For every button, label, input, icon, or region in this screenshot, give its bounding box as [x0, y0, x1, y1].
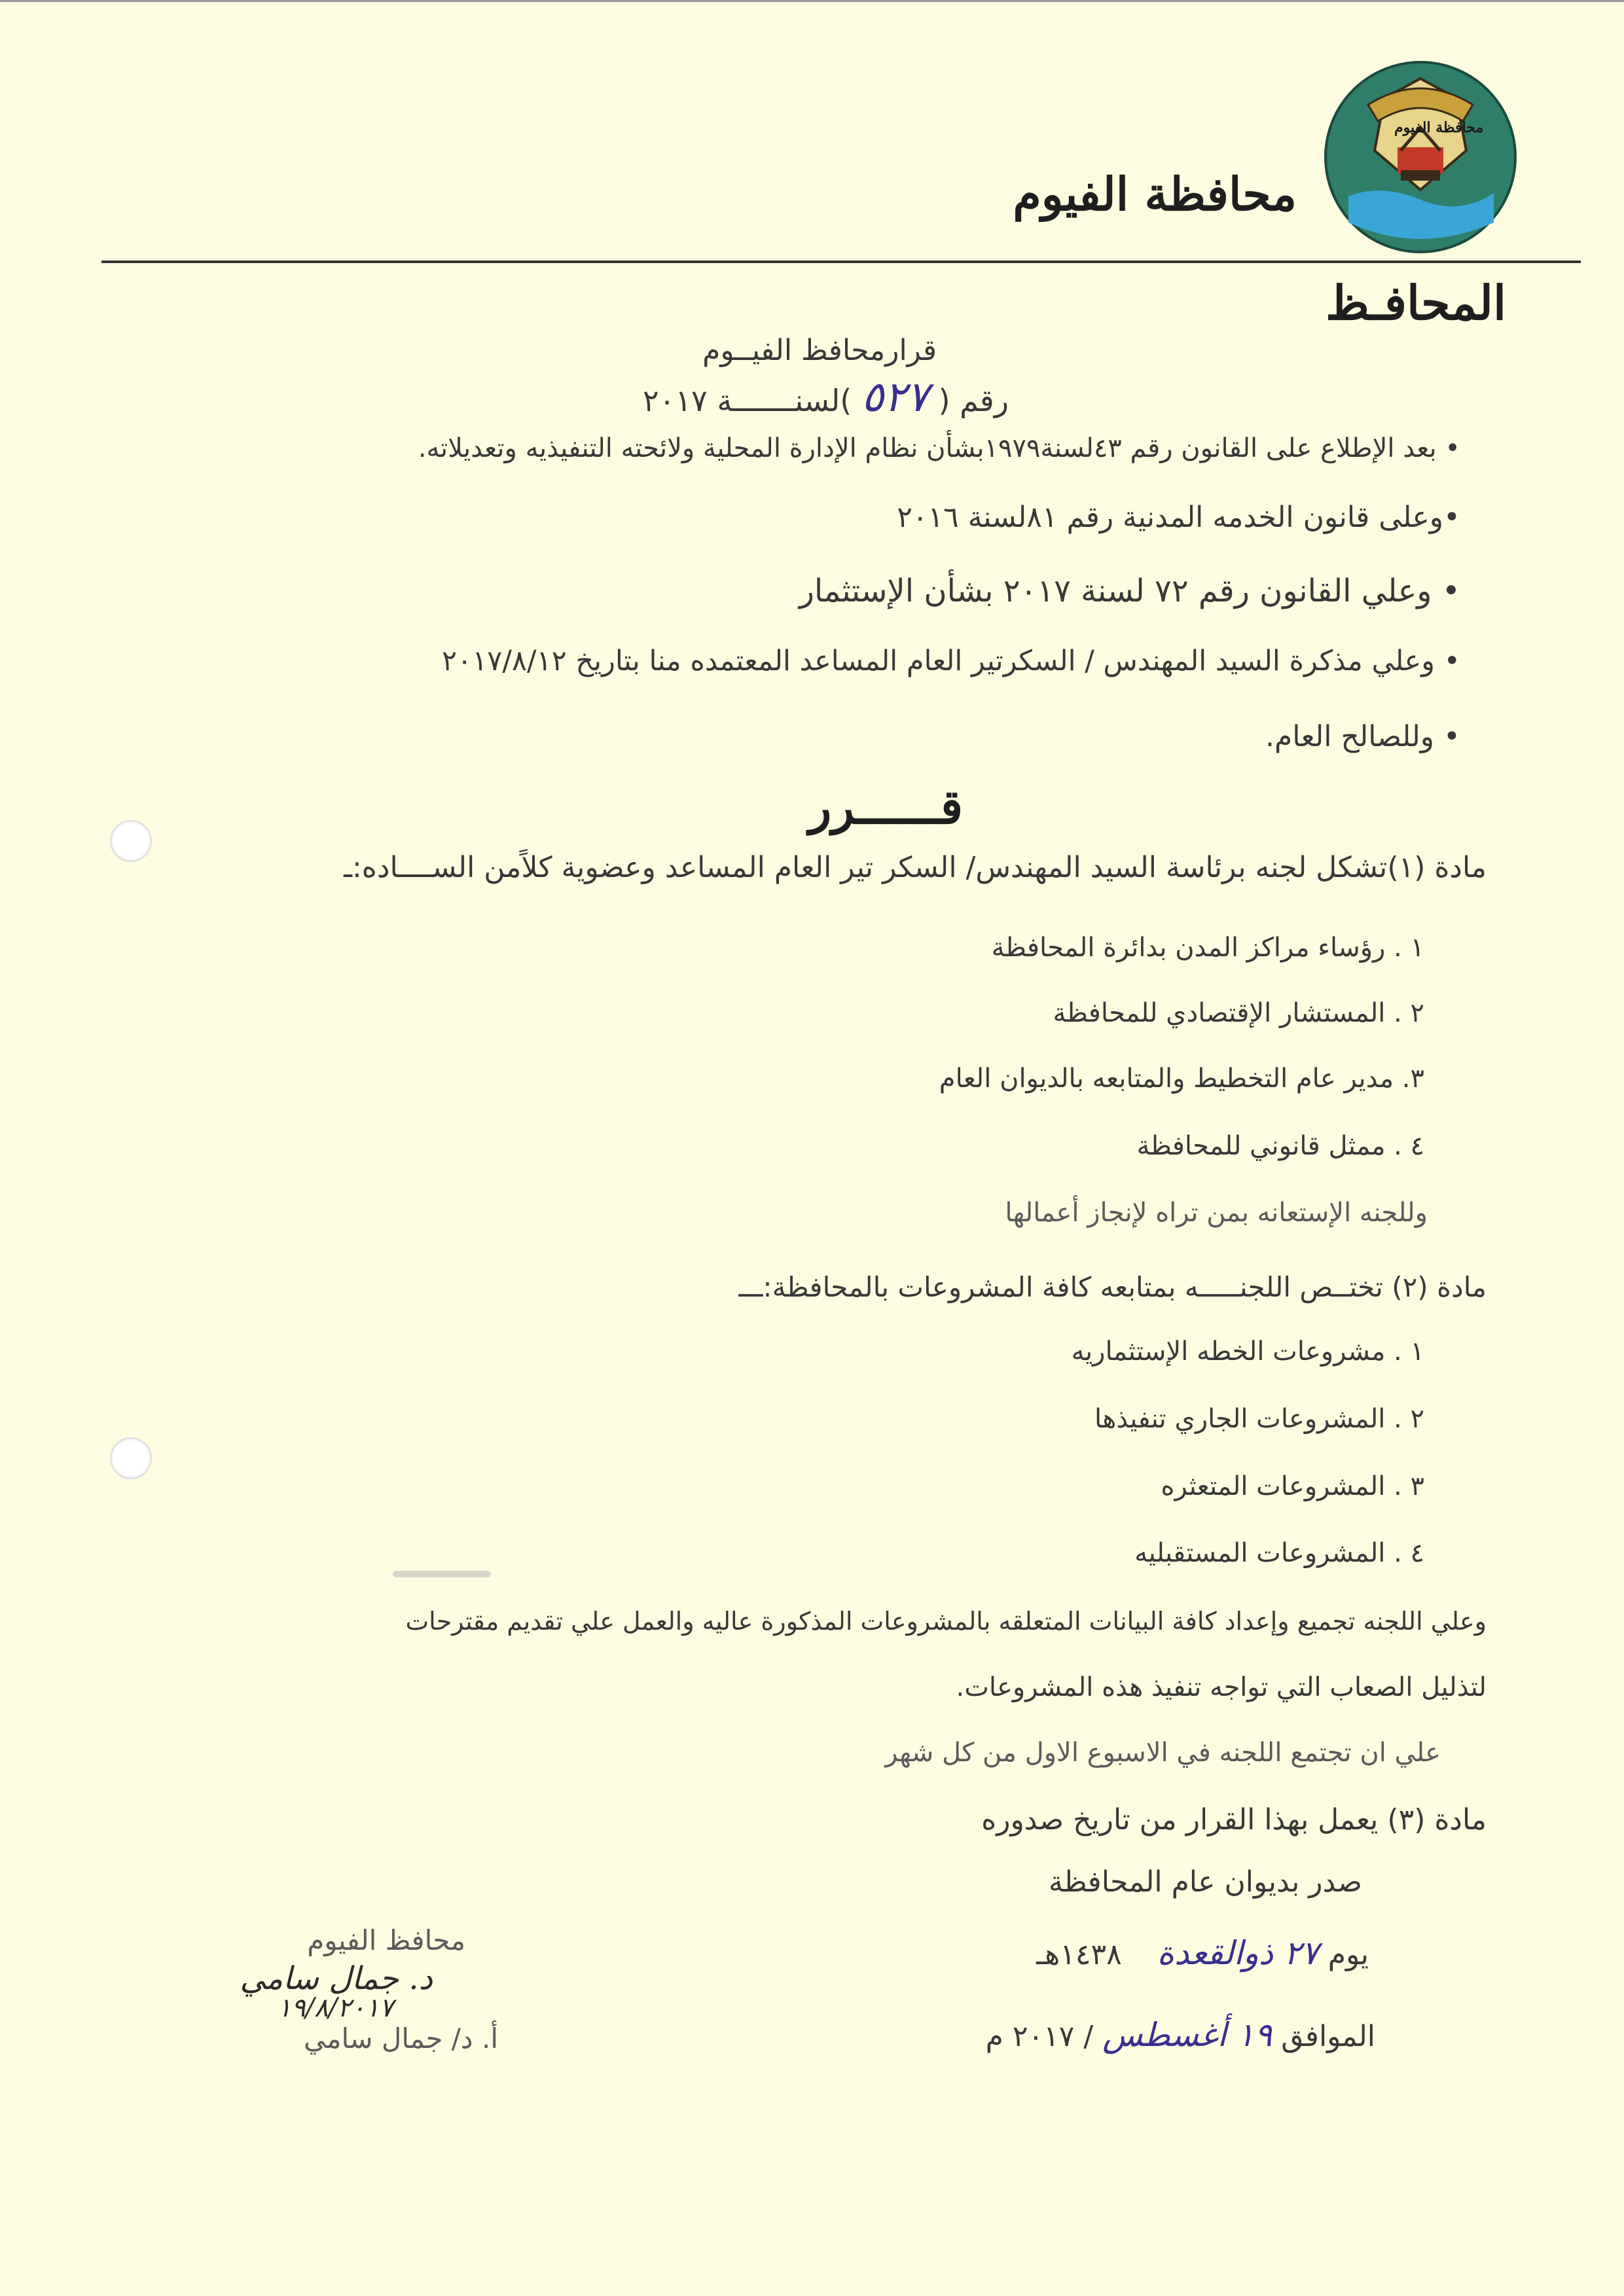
- article-1-member-1: ١ . رؤساء مراكز المدن بدائرة المحافظة: [991, 933, 1424, 963]
- scan-smudge: [393, 1571, 491, 1577]
- issued-hijri-hand: ٢٧ ذوالقعدة: [1157, 1934, 1319, 1972]
- decision-heading: قــــــرر: [808, 779, 963, 834]
- signature-hand-date: ١٩/٨/٢٠١٧: [277, 1993, 393, 2023]
- logo-emblem-icon: [1322, 59, 1519, 255]
- issued-hijri-line: [1036, 1934, 1369, 1972]
- issued-greg-hand: ١٩ أغسطس: [1102, 2016, 1272, 2054]
- article-2-item-2: ٢ . المشروعات الجاري تنفيذها: [1094, 1404, 1424, 1434]
- issued-place: صدر بديوان عام المحافظة: [1048, 1865, 1362, 1899]
- article-1-member-3: ٣. مدير عام التخطيط والمتابعه بالديوان العام: [939, 1064, 1424, 1094]
- article-2-duty-line-1: وعلي اللجنه تجميع وإعداد كافة البيانات المتعلقه بالمشروعات المذكورة عاليه والعمل علي تقديم مقترحات: [405, 1607, 1487, 1636]
- decree-year: )لسنـــــــة ٢٠١٧: [642, 383, 852, 418]
- article-2-item-1: ١ . مشروعات الخطه الإستثماريه: [1071, 1336, 1424, 1367]
- article-2-text: مادة (٢) تختــص اللجنـــــه بمتابعه كافة المشروعات بالمحافظة:ـــ: [738, 1271, 1487, 1303]
- article-2-item-4: ٤ . المشروعات المستقبليه: [1134, 1538, 1424, 1568]
- signature-title: محافظ الفيوم: [307, 1924, 465, 1956]
- governorate-logo: [1322, 59, 1519, 255]
- article-2-duty-line-2: لتذليل الصعاب التي تواجه تنفيذ هذه المشروعات.: [956, 1672, 1487, 1702]
- header-divider: [101, 260, 1581, 263]
- office-title: المحافـظ: [1326, 275, 1506, 331]
- preamble-line-4: • وعلي مذكرة السيد المهندس / السكرتير العام المساعد المعتمده منا بتاريخ ٢٠١٧/٨/١٢: [442, 645, 1460, 677]
- article-1-member-2: ٢ . المستشار الإقتصادي للمحافظة: [1053, 998, 1424, 1028]
- preamble-line-1: • بعد الإطلاع على القانون رقم ٤٣لسنة١٩٧٩بشأن نظام الإدارة المحلية ولائحته التنفيذيه وتعديلاته.: [418, 433, 1460, 463]
- decree-number-line: [643, 373, 1009, 422]
- preamble-line-5: • وللصالح العام.: [1265, 720, 1460, 753]
- decree-number-prefix: رقم (: [938, 383, 1009, 418]
- article-1-member-4: ٤ . ممثل قانوني للمحافظة: [1136, 1131, 1424, 1161]
- issued-day-label: يوم: [1327, 1938, 1369, 1971]
- article-1-note: وللجنه الإستعانه بمن تراه لإنجاز أعمالها: [1005, 1198, 1428, 1228]
- article-1-text: مادة (١)تشكل لجنه برئاسة السيد المهندس/ السكر تير العام المساعد وعضوية كلاًمن الســــاده:ـ: [344, 851, 1487, 884]
- decree-title: قرارمحافظ الفيــوم: [702, 334, 937, 367]
- logo-text: محافظة الفيوم: [1394, 119, 1484, 136]
- article-2-item-3: ٣ . المشروعات المتعثره: [1161, 1471, 1424, 1501]
- issued-greg-line: [986, 2016, 1375, 2054]
- signature-handwriting: د. جمال سامي: [240, 1960, 433, 1997]
- issued-hijri-year: ١٤٣٨هـ: [1036, 1938, 1122, 1971]
- issued-greg-year: / ٢٠١٧ م: [985, 2020, 1094, 2053]
- issued-greg-label: الموافق: [1281, 2020, 1375, 2053]
- top-edge-line: [0, 0, 1624, 2]
- punch-hole-top: [110, 820, 152, 862]
- preamble-line-2: •وعلى قانون الخدمه المدنية رقم ٨١لسنة ٢٠١٦: [897, 501, 1460, 534]
- decree-number: ٥٢٧: [861, 373, 929, 422]
- punch-hole-bottom: [110, 1437, 152, 1479]
- signature-name: أ. د/ جمال سامي: [304, 2022, 498, 2054]
- preamble-line-3: • وعلي القانون رقم ٧٢ لسنة ٢٠١٧ بشأن الإستثمار: [799, 573, 1460, 609]
- article-2-meeting: علي ان تجتمع اللجنه في الاسبوع الاول من كل شهر: [885, 1738, 1441, 1768]
- article-3-text: مادة (٣) يعمل بهذا القرار من تاريخ صدوره: [981, 1803, 1487, 1837]
- governorate-title: محافظة الفيوم: [1013, 167, 1297, 221]
